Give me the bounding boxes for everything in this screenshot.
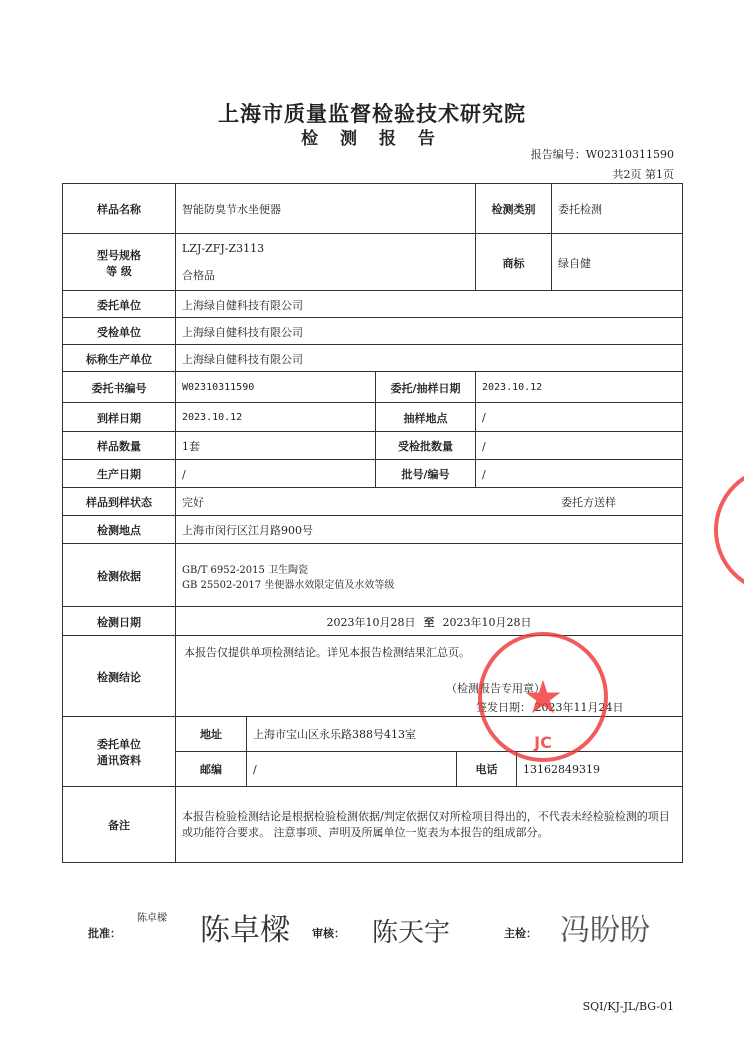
basis-standard-1: GB/T 6952-2015 卫生陶瓷	[182, 564, 309, 576]
label-contract-no: 委托书编号	[91, 381, 147, 395]
label-brand: 商标	[475, 234, 551, 291]
form-code: SQI/KJ-JL/BG-01	[582, 1000, 674, 1013]
label-inspected: 受检单位	[97, 325, 141, 339]
test-date-to: 2023年10月28日	[442, 615, 532, 629]
row-basis	[63, 543, 682, 607]
seal-code: JC	[534, 733, 552, 752]
value-address: 上海市宝山区永乐路388号413室	[246, 717, 682, 751]
review-signature: 陈天宇	[372, 918, 451, 948]
row-location	[63, 515, 682, 544]
label-manufacturer: 标称生产单位	[86, 352, 152, 366]
issue-date: 签发日期： 2023年11月24日	[476, 701, 624, 714]
row-prod-date	[63, 459, 682, 488]
label-conclusion: 检测结论	[97, 670, 141, 684]
row-model	[63, 233, 682, 291]
value-sample-name: 智能防臭节水坐便器	[175, 184, 475, 233]
value-manufacturer: 上海绿自健科技有限公司	[175, 345, 682, 372]
value-grade: 合格品	[182, 269, 215, 282]
row-quantity	[63, 431, 682, 460]
report-table	[62, 183, 683, 863]
label-sample-state: 样品到样状态	[86, 496, 152, 509]
test-date-from: 2023年10月28日	[326, 615, 416, 629]
label-model: 型号规格 等 级	[97, 248, 141, 278]
approve-signature: 陈卓樑	[200, 913, 290, 948]
value-sample-state: 完好	[175, 488, 555, 516]
page-count: 共2页 第1页	[612, 168, 674, 181]
row-manufacturer	[63, 344, 682, 372]
value-model: LZJ-ZFJ-Z3113	[182, 242, 265, 255]
value-client: 上海绿自健科技有限公司	[175, 291, 682, 318]
row-test-date	[63, 606, 682, 636]
row-state	[63, 487, 682, 516]
row-client	[63, 290, 682, 318]
label-prod-date: 生产日期	[97, 468, 141, 481]
label-sampling-site: 抽样地点	[375, 403, 475, 432]
label-client: 委托单位	[97, 298, 141, 312]
value-prod-date: /	[175, 460, 375, 488]
value-sampling-site: /	[475, 403, 682, 432]
main-inspector-label: 主检：	[504, 927, 537, 940]
row-arrival	[63, 402, 682, 432]
value-contract-no: W02310311590	[175, 372, 375, 403]
label-contact: 委托单位 通讯资料	[97, 738, 141, 767]
label-address: 地址	[200, 728, 222, 741]
edge-seal	[714, 466, 744, 594]
row-sample-name	[63, 184, 682, 233]
main-inspector-signature: 冯盼盼	[560, 913, 650, 948]
value-arrival-date: 2023.10.12	[175, 403, 375, 432]
label-sample-name: 样品名称	[97, 202, 141, 216]
test-date-to-label: 至	[423, 615, 435, 629]
remark-text: 本报告检验检测结论是根据检验检测依据/判定依据仅对所检项目得出的，不代表未经检验检测的项目或功能符合要求。 注意事项、声明及所属单位一览表为本报告的组成部分。	[175, 787, 682, 863]
conclusion-seal-note: （检测报告专用章）	[446, 682, 545, 695]
label-batch-qty: 受检批数量	[375, 432, 475, 460]
value-postcode: /	[246, 751, 456, 787]
approve-printed-name: 陈卓樑	[137, 913, 167, 924]
label-postcode: 邮编	[200, 763, 222, 776]
value-test-type: 委托检测	[551, 184, 682, 233]
label-sampling-date: 委托/抽样日期	[375, 372, 475, 403]
conclusion-text: 本报告仅提供单项检测结论。详见本报告检测结果汇总页。	[184, 646, 470, 659]
value-batch-no: /	[475, 460, 682, 488]
row-inspected	[63, 317, 682, 345]
label-batch-no: 批号/编号	[375, 460, 475, 488]
value-inspected: 上海绿自健科技有限公司	[175, 318, 682, 345]
seal-star-icon: ★	[522, 670, 564, 724]
institute-name: 上海市质量监督检验技术研究院	[218, 101, 526, 126]
row-contract	[63, 371, 682, 403]
label-test-date: 检测日期	[97, 615, 141, 629]
row-remark	[63, 786, 682, 863]
review-label: 审核：	[312, 927, 345, 940]
report-number: 报告编号：W02310311590	[530, 148, 674, 161]
value-sampling-date: 2023.10.12	[475, 372, 682, 403]
document-title: 检 测 报 告	[301, 129, 443, 149]
label-phone: 电话	[456, 751, 516, 787]
value-brand: 绿自健	[551, 234, 682, 291]
label-location: 检测地点	[97, 524, 141, 537]
value-delivery: 委托方送样	[561, 496, 616, 509]
value-phone: 13162849319	[516, 751, 682, 787]
value-location: 上海市闵行区江月路900号	[175, 516, 682, 544]
value-sample-qty: 1套	[175, 432, 375, 460]
label-sample-qty: 样品数量	[97, 440, 141, 453]
inspection-seal	[478, 632, 608, 762]
basis-standard-2: GB 25502-2017 坐便器水效限定值及水效等级	[182, 579, 395, 591]
label-basis: 检测依据	[97, 569, 141, 583]
value-batch-qty: /	[475, 432, 682, 460]
label-test-type: 检测类别	[475, 184, 551, 233]
approve-label: 批准：	[88, 927, 121, 940]
label-arrival-date: 到样日期	[97, 411, 141, 425]
label-remark: 备注	[108, 819, 130, 832]
